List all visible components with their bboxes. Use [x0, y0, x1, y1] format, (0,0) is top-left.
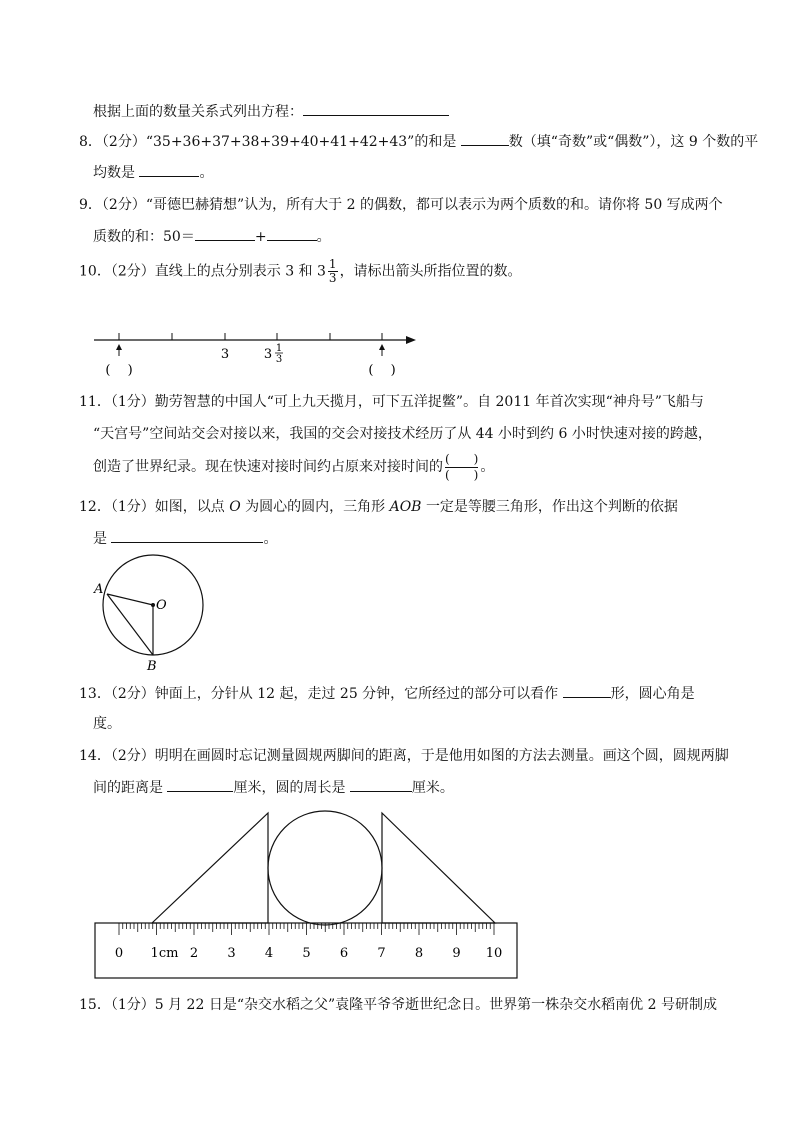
- circle-triangle-figure: [88, 552, 213, 674]
- ruler-label: 0: [114, 946, 124, 961]
- point-o-label: O: [229, 499, 241, 515]
- question-text: 形，圆心角是: [610, 686, 695, 702]
- ruler-figure: [90, 808, 530, 983]
- ruler-label: 2: [189, 946, 199, 961]
- question-number: 11．: [79, 394, 111, 410]
- question-13-line-2: [93, 714, 121, 734]
- question-number: 10．: [79, 263, 111, 280]
- question-score: （2分）: [110, 686, 155, 702]
- question-number: 8．: [79, 134, 102, 150]
- question-text: ，请标出箭头所指位置的数。: [339, 263, 522, 280]
- question-score: （2分）: [110, 263, 155, 280]
- label-mixed-den: 3: [275, 354, 283, 365]
- fraction-numerator: 1: [328, 257, 337, 271]
- answer-blank-distance[interactable]: [167, 777, 233, 792]
- left-set-square: [152, 813, 268, 923]
- label-o: O: [156, 598, 167, 613]
- label-a: A: [94, 582, 104, 597]
- right-set-square: [382, 813, 495, 923]
- question-text: “天宫号”空间站交会对接以来，我国的交会对接技术经历了从 44 小时到约 6 小时快速对接的跨越，: [93, 426, 712, 442]
- ruler-ticks: [119, 923, 494, 935]
- question-9: [79, 195, 723, 215]
- answer-blank-prime-1[interactable]: [195, 226, 255, 241]
- question-text: 。: [316, 229, 331, 245]
- question-9-line-2: [93, 226, 331, 247]
- answer-paren-left[interactable]: ( ): [105, 363, 133, 378]
- arrowhead-icon: [406, 336, 416, 344]
- question-text: “哥德巴赫猜想”认为，所有大于 2 的偶数，都可以表示为两个质数的和。请你将 50 写成两个: [145, 197, 723, 213]
- ruler-label: 9: [452, 946, 461, 961]
- question-text: 的和是: [414, 134, 457, 150]
- equation-prompt-text: 根据上面的数量关系式列出方程：: [93, 104, 303, 120]
- up-arrow-icon: [379, 344, 385, 350]
- ruler-label: 6: [339, 946, 349, 961]
- question-number: 13．: [79, 686, 111, 702]
- question-text: 厘米，圆的周长是: [233, 780, 346, 796]
- center-point: [151, 603, 155, 607]
- question-8-line-2: [93, 162, 213, 183]
- question-score: （2分）: [101, 134, 146, 150]
- question-number: 9．: [79, 197, 102, 213]
- label-3: 3: [220, 347, 230, 362]
- equation-blank[interactable]: [303, 101, 449, 116]
- ruler-label: 7: [377, 946, 386, 961]
- question-text: 均数是: [93, 165, 135, 181]
- question-11-line-3: [93, 450, 494, 484]
- question-score: （2分）: [101, 197, 146, 213]
- answer-fraction[interactable]: [445, 452, 478, 483]
- number-line: [88, 325, 423, 380]
- question-score: （1分）: [110, 997, 155, 1013]
- fraction-one-third: [328, 258, 338, 285]
- question-text: 。: [199, 165, 214, 181]
- question-8: [79, 131, 758, 152]
- ruler-label: 4: [264, 946, 274, 961]
- question-text: 一定是等腰三角形，作出这个判断的依据: [425, 499, 678, 515]
- question-15: [79, 995, 717, 1015]
- answer-paren-right[interactable]: ( ): [368, 363, 396, 378]
- label-b: B: [147, 659, 157, 674]
- question-text: 数（填“奇数”或“偶数”），这 9 个数的平: [508, 134, 759, 150]
- ruler-label: 3: [227, 946, 236, 961]
- ruler-label: 8: [414, 946, 424, 961]
- label-mixed-whole: 3: [263, 347, 273, 362]
- question-score: （2分）: [110, 748, 155, 764]
- question-11: [79, 392, 704, 412]
- question-text: 为圆心的圆内，三角形: [245, 499, 386, 515]
- question-text: 如图，以点: [154, 499, 225, 515]
- question-text: 。: [480, 459, 495, 475]
- ruler-labels: [115, 946, 502, 961]
- question-text: 度。: [93, 716, 121, 732]
- question-text: 间的距离是: [93, 780, 163, 796]
- answer-blank-shape[interactable]: [563, 683, 611, 698]
- question-text: 。: [263, 531, 278, 547]
- question-13: [79, 683, 695, 704]
- question-text: 创造了世界纪录。现在快速对接时间约占原来对接时间的: [93, 459, 443, 475]
- answer-blank-prime-2[interactable]: [267, 226, 317, 241]
- question-14-line-2: [93, 777, 454, 798]
- answer-blank-circumference[interactable]: [350, 777, 412, 792]
- question-14: [79, 746, 729, 766]
- answer-blank-reason[interactable]: [111, 528, 263, 543]
- answer-blank-average[interactable]: [139, 162, 199, 177]
- question-text: 质数的和：50＝: [93, 229, 195, 245]
- question-number: 15．: [79, 997, 111, 1013]
- ruler-label: 10: [485, 946, 503, 961]
- plus-sign: +: [254, 229, 267, 245]
- question-text: 厘米。: [411, 780, 454, 796]
- triangle-label: AOB: [389, 499, 422, 515]
- question-text: 是: [93, 531, 107, 547]
- label-mixed-num: 1: [275, 343, 283, 354]
- fraction-denominator[interactable]: ( ): [445, 467, 479, 482]
- ruler-label: 1cm: [150, 946, 179, 961]
- question-number: 12．: [79, 499, 111, 515]
- question-number: 14．: [79, 748, 111, 764]
- question-score: （1分）: [110, 499, 155, 515]
- question-11-line-2: [93, 424, 712, 444]
- answer-blank-parity[interactable]: [461, 131, 509, 146]
- equation-prompt: [93, 101, 449, 122]
- ruler-label: 5: [302, 946, 311, 961]
- question-text: 直线上的点分别表示 3 和 3: [154, 263, 326, 280]
- question-10: [79, 258, 522, 285]
- question-text: 5 月 22 日是“杂交水稻之父”袁隆平爷爷逝世纪念日。世界第一株杂交水稻南优 2 号研制成: [154, 997, 717, 1013]
- question-text: 勤劳智慧的中国人“可上九天揽月，可下五洋捉鳖”。自 2011 年首次实现“神舟号”飞船与: [154, 394, 704, 410]
- up-arrow-icon: [116, 344, 122, 350]
- question-text: 明明在画圆时忘记测量圆规两脚间的距离，于是他用如图的方法去测量。画这个圆，圆规两脚: [154, 748, 729, 764]
- question-12: [79, 497, 678, 517]
- question-text: “35+36+37+38+39+40+41+42+43”: [145, 134, 415, 150]
- question-text: 钟面上，分针从 12 起，走过 25 分钟，它所经过的部分可以看作: [154, 686, 559, 702]
- measured-circle: [268, 811, 382, 925]
- question-12-line-2: [93, 528, 277, 549]
- fraction-numerator[interactable]: ( ): [445, 451, 479, 466]
- fraction-denominator: 3: [328, 271, 337, 285]
- question-score: （1分）: [110, 394, 155, 410]
